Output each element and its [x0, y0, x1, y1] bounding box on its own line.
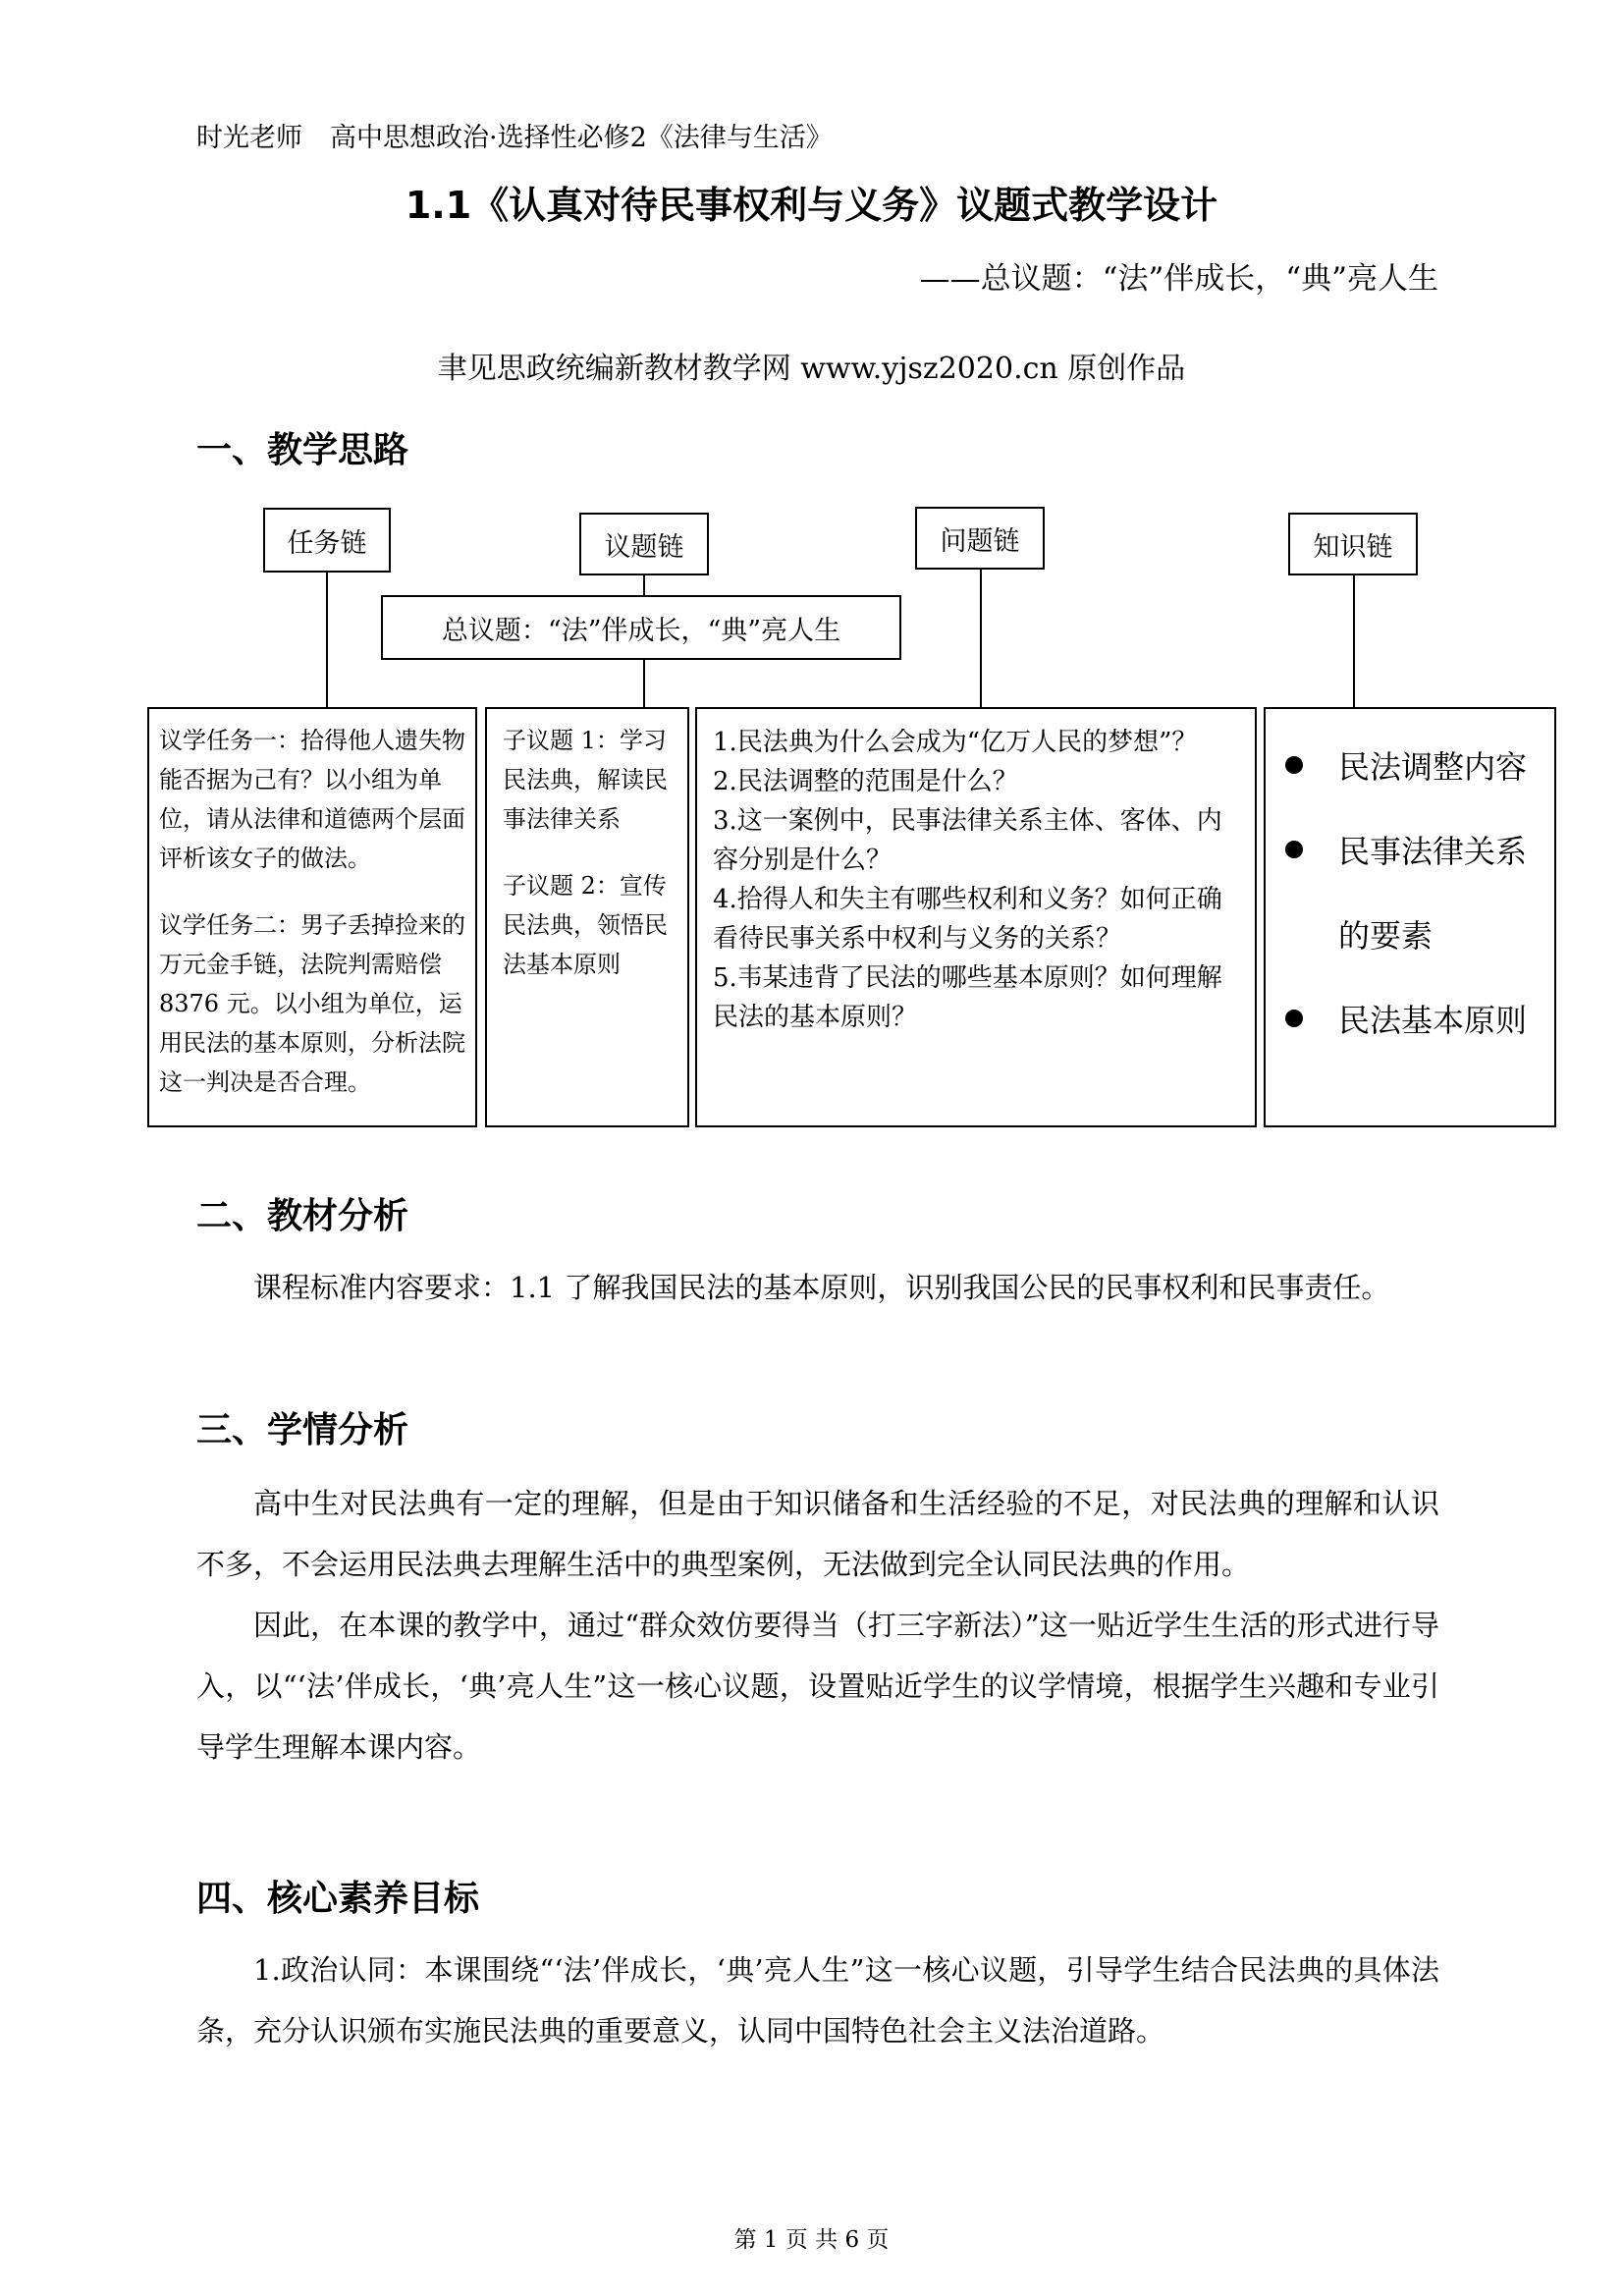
question-item: 3.这一案例中，民事法律关系主体、客体、内容分别是什么？	[713, 806, 1222, 875]
question-chain-label: 问题链	[915, 507, 1045, 570]
question-item: 5.韦某违背了民法的哪些基本原则？如何理解民法的基本原则？	[713, 963, 1222, 1032]
section-4-body	[196, 1940, 1439, 2061]
course-name: 高中思想政治·选择性必修2《法律与生活》	[330, 123, 833, 153]
task-connector-line	[326, 573, 328, 707]
document-title: 1.1《认真对待民事权利与义务》议题式教学设计	[405, 184, 1218, 227]
paragraph: 1.政治认同：本课围绕“‘法’伴成长，‘典’亮人生”这一核心议题，引导学生结合民法典的具体法条，充分认识颁布实施民法典的重要意义，认同中国特色社会主义法治道路。	[196, 1953, 1439, 2048]
course-header	[196, 116, 833, 154]
paragraph: 因此，在本课的教学中，通过“群众效仿要得当（打三字新法）”这一贴近学生生活的形式进行导入，以“‘法’伴成长，‘典’亮人生”这一核心议题，设置贴近学生的议学情境，根据学生兴趣和专业引导学生理解本课内容。	[196, 1609, 1439, 1764]
topic-chain-box	[485, 707, 689, 1127]
section-2-body	[196, 1257, 1439, 1318]
section-heading-2: 二、教材分析	[196, 1196, 409, 1236]
knowledge-item: 民法基本原则	[1271, 978, 1548, 1063]
section-heading-3: 三、学情分析	[196, 1410, 409, 1450]
topic-connector-line-upper	[643, 575, 645, 597]
section-heading-4: 四、核心素养目标	[196, 1879, 480, 1919]
knowledge-item: 民事法律关系	[1271, 809, 1548, 894]
subtopic-item: 子议题 2：宣传民法典，领悟民法基本原则	[503, 872, 668, 978]
knowledge-chain-box	[1264, 707, 1556, 1127]
main-topic-box: 总议题：“法”伴成长，“典”亮人生	[381, 595, 901, 660]
question-item: 1.民法典为什么会成为“亿万人民的梦想”？	[713, 728, 1198, 757]
paragraph: 高中生对民法典有一定的理解，但是由于知识储备和生活经验的不足，对民法典的理解和认识不多，不会运用民法典去理解生活中的典型案例，无法做到完全认同民法典的作用。	[196, 1487, 1439, 1581]
task-item: 议学任务二：男子丢掉捡来的万元金手链，法院判需赔偿 8376 元。以小组为单位，运用民法的基本原则，分析法院这一判决是否合理。	[159, 911, 465, 1096]
source-credit: 聿见思政统编新教材教学网 www.yjsz2020.cn 原创作品	[437, 352, 1186, 386]
bullet-icon	[1285, 756, 1303, 774]
bullet-icon	[1285, 1010, 1303, 1027]
bullet-icon	[1285, 841, 1303, 858]
task-item: 议学任务一：拾得他人遗失物能否据为己有？以小组为单位，请从法律和道德两个层面评析该女子的做法。	[159, 727, 465, 872]
question-item: 2.民法调整的范围是什么？	[713, 767, 1018, 796]
knowledge-chain-label: 知识链	[1288, 513, 1418, 575]
paragraph: 课程标准内容要求：1.1 了解我国民法的基本原则，识别我国公民的民事权利和民事责任。	[253, 1271, 1390, 1304]
question-item: 4.拾得人和失主有哪些权利和义务？如何正确看待民事关系中权利与义务的关系？	[713, 885, 1222, 954]
knowledge-item-continuation: 的要素	[1338, 917, 1434, 955]
question-chain-box	[695, 707, 1257, 1127]
question-connector-line	[980, 570, 982, 707]
subtopic-item: 子议题 1：学习民法典，解读民事法律关系	[503, 727, 668, 833]
knowledge-item: 民法调整内容	[1271, 725, 1548, 809]
document-subtitle: ——总议题：“法”伴成长，“典”亮人生	[919, 261, 1438, 297]
page-number: 第 1 页 共 6 页	[733, 2227, 890, 2253]
section-3-body	[196, 1473, 1439, 1777]
teacher-name: 时光老师	[196, 123, 302, 153]
knowledge-connector-line	[1353, 575, 1355, 707]
topic-chain-label: 议题链	[579, 513, 709, 575]
task-chain-label: 任务链	[263, 508, 391, 573]
task-chain-box	[147, 707, 477, 1127]
section-heading-1: 一、教学思路	[196, 430, 409, 470]
topic-connector-line-lower	[643, 658, 645, 709]
